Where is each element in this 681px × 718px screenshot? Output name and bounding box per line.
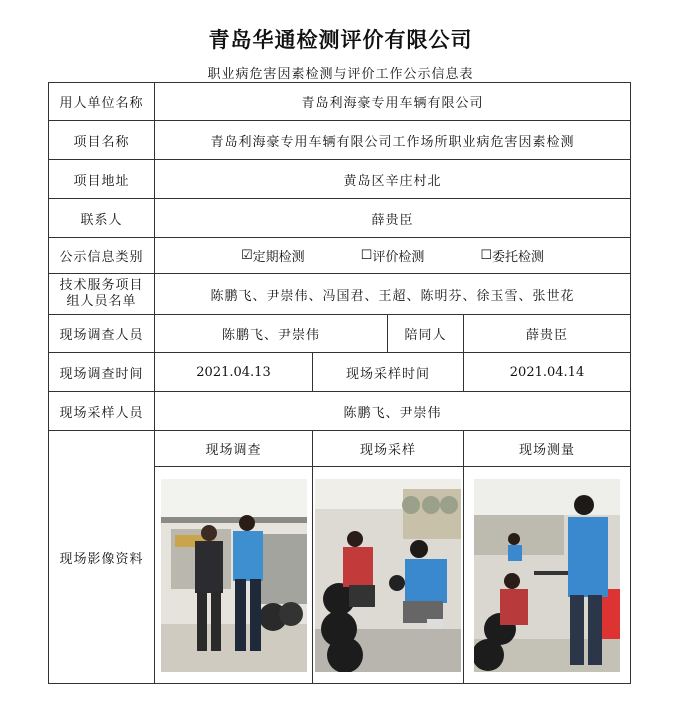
survey-staff-label: 现场调查人员 — [49, 315, 155, 353]
option-commissioned-label: 委托检测 — [492, 250, 545, 265]
row-contact — [49, 199, 631, 238]
survey-staff-value: 陈鹏飞、尹崇伟 — [155, 315, 388, 353]
photos-label: 现场影像资料 — [49, 431, 155, 684]
survey-time-value: 2021.04.13 — [155, 353, 313, 392]
photo-header-sampling: 现场采样 — [313, 431, 464, 467]
employer-label: 用人单位名称 — [49, 83, 155, 121]
sampling-time-value: 2021.04.14 — [464, 353, 631, 392]
row-category — [49, 238, 631, 274]
row-project — [49, 121, 631, 160]
project-value: 青岛利海豪专用车辆有限公司工作场所职业病危害因素检测 — [155, 121, 631, 160]
sampling-staff-label: 现场采样人员 — [49, 392, 155, 431]
category-label: 公示信息类别 — [49, 238, 155, 274]
contact-value: 薛贵臣 — [155, 199, 631, 238]
team-value: 陈鹏飞、尹崇伟、冯国君、王超、陈明芬、徐玉雪、张世花 — [155, 274, 631, 315]
sampling-staff-value: 陈鹏飞、尹崇伟 — [155, 392, 631, 431]
option-periodic — [241, 246, 305, 265]
team-label-line2: 组人员名单 — [66, 294, 137, 309]
company-title: 青岛华通检测评价有限公司 — [208, 28, 473, 52]
photo-survey-cell — [155, 467, 313, 684]
row-address — [49, 160, 631, 199]
photo-measuring — [474, 479, 620, 672]
unchecked-box-icon: ☐ — [360, 248, 373, 263]
accompany-value: 薛贵臣 — [464, 315, 631, 353]
project-label: 项目名称 — [49, 121, 155, 160]
photo-sampling — [315, 479, 461, 672]
photo-header-survey: 现场调查 — [155, 431, 313, 467]
photo-sampling-cell — [313, 467, 464, 684]
form-subtitle: 职业病危害因素检测与评价工作公示信息表 — [207, 67, 474, 82]
row-employer — [49, 83, 631, 121]
address-label: 项目地址 — [49, 160, 155, 199]
row-team — [49, 274, 631, 315]
option-periodic-label: 定期检测 — [252, 250, 305, 265]
checked-box-icon: ☑ — [241, 248, 253, 263]
row-photo-headers — [49, 431, 631, 467]
photo-header-measuring: 现场测量 — [464, 431, 631, 467]
option-evaluation — [361, 246, 425, 265]
contact-label: 联系人 — [49, 199, 155, 238]
sampling-time-label: 现场采样时间 — [313, 353, 464, 392]
row-times — [49, 353, 631, 392]
row-survey-staff — [49, 315, 631, 353]
accompany-label: 陪同人 — [388, 315, 464, 353]
employer-value: 青岛利海豪专用车辆有限公司 — [155, 83, 631, 121]
category-options — [155, 238, 631, 274]
address-value: 黄岛区辛庄村北 — [155, 160, 631, 199]
photo-measuring-cell — [464, 467, 631, 684]
disclosure-table — [48, 82, 631, 684]
row-sampling-staff — [49, 392, 631, 431]
option-commissioned — [480, 246, 544, 265]
option-evaluation-label: 评价检测 — [372, 250, 425, 265]
survey-time-label: 现场调查时间 — [49, 353, 155, 392]
unchecked-box-icon: ☐ — [480, 248, 492, 263]
photo-survey — [161, 479, 307, 672]
team-label-line1: 技术服务项目 — [59, 278, 144, 293]
team-label — [49, 274, 155, 315]
